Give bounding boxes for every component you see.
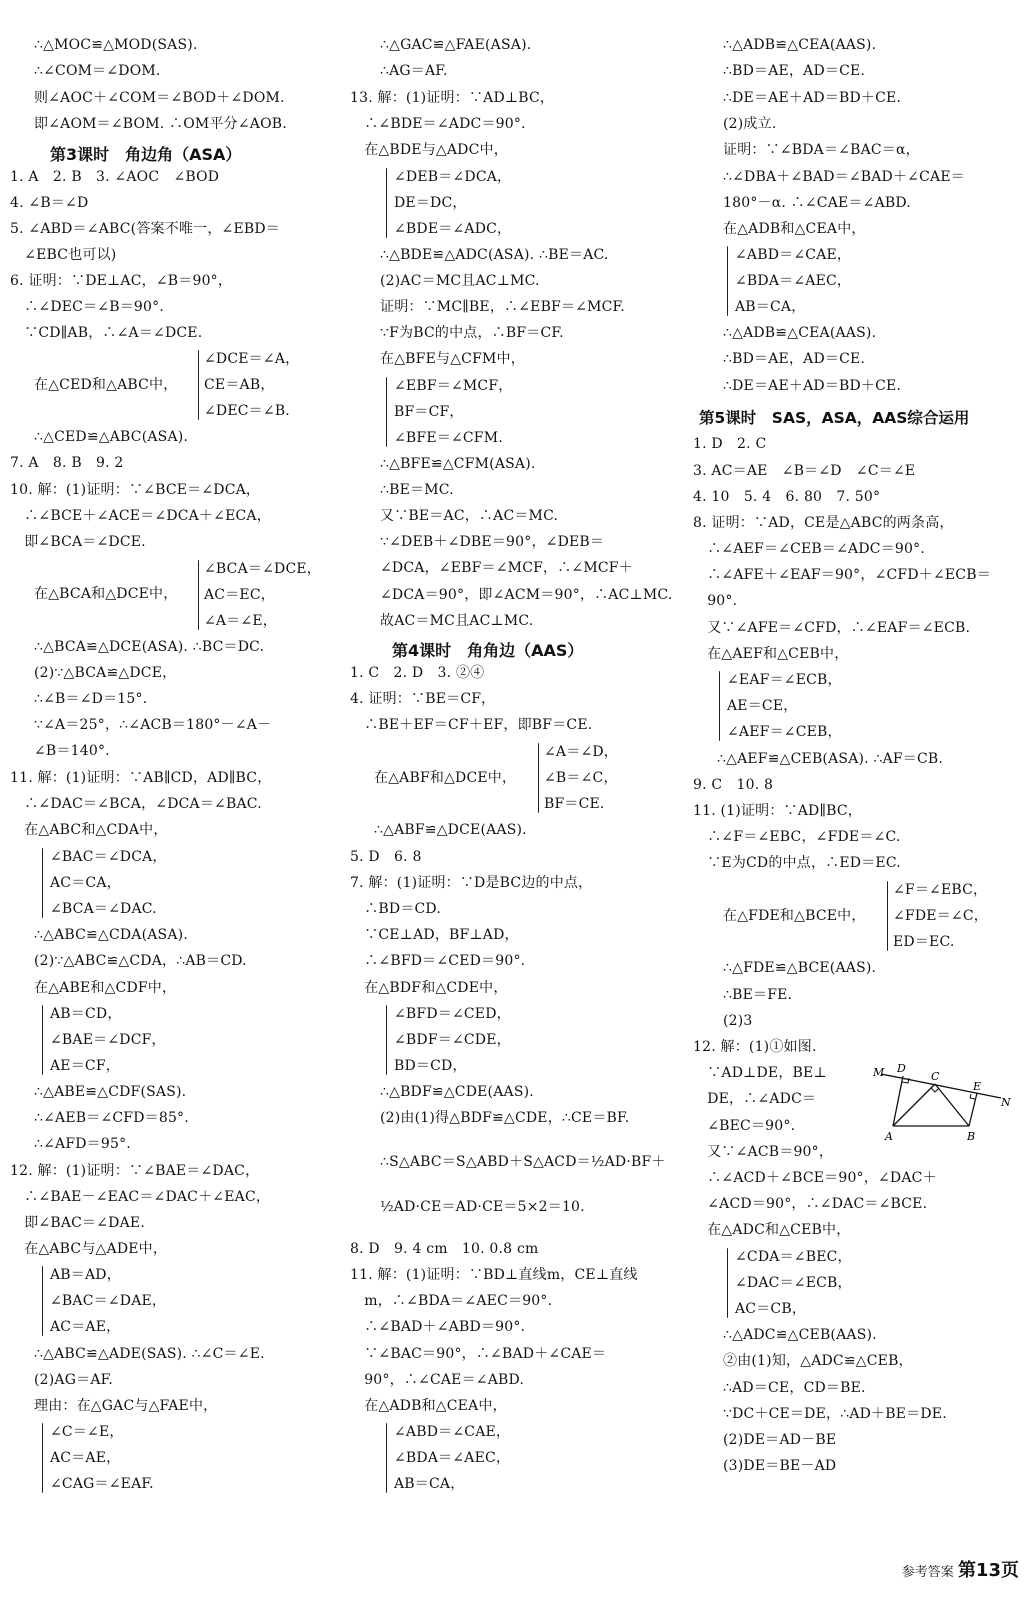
- system-item: ∠BDA＝∠AEC，: [735, 273, 852, 289]
- brace: [538, 743, 539, 813]
- text-line: ∴∠AFE＋∠EAF＝90°，∠CFD＋∠ECB＝: [693, 567, 991, 583]
- text-line: 12. 解：(1)证明：∵∠BAE＝∠DAC，: [10, 1163, 260, 1179]
- text-line: ②由(1)知，△ADC≌△CEB，: [723, 1353, 913, 1369]
- text-line: ∴∠AEB＝∠CFD＝85°.: [34, 1110, 189, 1126]
- text-line: ∴△ADC≌△CEB(AAS).: [723, 1327, 877, 1343]
- text-line: ∴∠DAC＝∠BCA，∠DCA＝∠BAC.: [10, 796, 262, 812]
- system-item: ∠CDA＝∠BEC，: [735, 1249, 852, 1265]
- text-line: 在△ABC与△ADE中，: [10, 1241, 168, 1257]
- system-item: ∠ABD＝∠CAE，: [735, 247, 852, 263]
- text-line: ∴∠F＝∠EBC，∠FDE＝∠C.: [693, 829, 901, 845]
- text-line: ∴△BDF≌△CDE(AAS).: [380, 1084, 534, 1100]
- text-line: ∴∠AEF＝∠CEB＝∠ADC＝90°.: [693, 541, 925, 557]
- system-item: ∠DEC＝∠B.: [204, 403, 290, 419]
- text-line: (2)由(1)得△BDF≌△CDE，∴CE＝BF.: [380, 1110, 630, 1126]
- system-item: ∠BFD＝∠CED，: [394, 1006, 511, 1022]
- system-item: ∠BAC＝∠DAE，: [50, 1293, 167, 1309]
- brace: [719, 671, 720, 741]
- text-line: 理由：在△GAC与△FAE中，: [34, 1398, 218, 1414]
- text-line: (2)成立.: [723, 116, 777, 132]
- system-item: AB＝AD，: [50, 1267, 121, 1283]
- text-line: 11. (1)证明：∵AD∥BC，: [693, 803, 863, 819]
- system-item: ∠BAE＝∠DCF，: [50, 1032, 166, 1048]
- text-line: ∴△ABF≌△DCE(AAS).: [374, 822, 527, 838]
- text-line: ∴△ADB≌△CEA(AAS).: [723, 37, 877, 53]
- text-line: ∴BE＋EF＝CF＋EF，即BF＝CE.: [350, 717, 593, 733]
- text-line: 11. 解：(1)证明：∵BD⊥直线m，CE⊥直线: [350, 1267, 638, 1283]
- brace: [386, 1005, 387, 1075]
- text-line: 8. D 9. 4 cm 10. 0.8 cm: [350, 1241, 539, 1257]
- system-item: ∠FDE＝∠C，: [893, 908, 988, 924]
- text-line: ∴△ABE≌△CDF(SAS).: [34, 1084, 187, 1100]
- text-line: ∴∠ACD＋∠BCE＝90°，∠DAC＋: [693, 1170, 937, 1186]
- section-title: 第3课时 角边角（ASA）: [50, 145, 242, 164]
- text-line: DE，∴∠ADC＝: [693, 1091, 817, 1107]
- text-line: 180°－α. ∴∠CAE＝∠ABD.: [723, 195, 911, 211]
- text-line: 90°，∴∠CAE＝∠ABD.: [350, 1372, 525, 1388]
- text-line: 8. 证明：∵AD，CE是△ABC的两条高，: [693, 515, 954, 531]
- footer-label: 参考答案: [901, 1565, 954, 1580]
- page-footer: [902, 1556, 1019, 1582]
- section-title: 第5课时 SAS，ASA，AAS综合运用: [699, 409, 970, 427]
- system-item: ∠BDA＝∠AEC，: [394, 1450, 511, 1466]
- text-line: ∴BE＝FE.: [723, 987, 793, 1003]
- text-line: 13. 解：(1)证明：∵AD⊥BC，: [350, 90, 555, 106]
- text-line: m，∴∠BDA＝∠AEC＝90°.: [350, 1293, 553, 1309]
- text-line: ∴BD＝CD.: [350, 901, 442, 917]
- text-line: ∵E为CD的中点，∴ED＝EC.: [693, 855, 901, 871]
- text-line: 3. AC＝AE ∠B＝∠D ∠C＝∠E: [693, 463, 916, 479]
- system-item: ∠A＝∠D，: [544, 744, 618, 760]
- text-line: ∵AD⊥DE，BE⊥: [693, 1065, 827, 1081]
- text-line: 90°.: [693, 593, 738, 609]
- system-item: BF＝CE.: [544, 796, 605, 812]
- text-line: ∴∠DEC＝∠B＝90°.: [10, 299, 164, 315]
- brace: [727, 1248, 728, 1318]
- text-line: ∵CE⊥AD，BF⊥AD，: [350, 927, 519, 943]
- brace: [42, 1423, 43, 1493]
- system-item: ∠AEF＝∠CEB，: [727, 724, 842, 740]
- right-angle-mark-c: [931, 1088, 939, 1092]
- system-item: AB＝CA，: [394, 1476, 465, 1492]
- text-line: ∠DCA＝90°，即∠ACM＝90°，∴AC⊥MC.: [380, 587, 673, 603]
- system-lead: 在△FDE和△BCE中，: [723, 908, 866, 924]
- system-item: ∠DEB＝∠DCA，: [394, 169, 512, 185]
- system-item: ED＝EC.: [893, 934, 955, 950]
- text-line: ∴AD＝CE，CD＝BE.: [723, 1380, 866, 1396]
- text-line: ∴∠B＝∠D＝15°.: [34, 691, 148, 707]
- text-line: ∵CD∥AB，∴∠A＝∠DCE.: [10, 325, 203, 341]
- system-item: AE＝CE，: [727, 698, 798, 714]
- text-line: 1. A 2. B 3. ∠AOC ∠BOD: [10, 169, 220, 185]
- system-item: BF＝CF，: [394, 404, 464, 420]
- text-line: ∴AG＝AF.: [380, 63, 448, 79]
- brace: [386, 168, 387, 238]
- system-item: ∠EBF＝∠MCF，: [394, 378, 513, 394]
- text-line: 证明：∵MC∥BE，∴∠EBF＝∠MCF.: [380, 299, 625, 315]
- text-line: 即∠AOM＝∠BOM. ∴OM平分∠AOB.: [34, 116, 287, 132]
- text-line: ∴△ADB≌△CEA(AAS).: [723, 325, 877, 341]
- text-line: ∴∠DBA＋∠BAD＝∠BAD＋∠CAE＝: [723, 169, 965, 185]
- text-line: ∴BD＝AE，AD＝CE.: [723, 351, 866, 367]
- text-line: ∠B＝140°.: [34, 743, 110, 759]
- text-line: ∴DE＝AE＋AD＝BD＋CE.: [723, 90, 902, 106]
- system-item: AC＝AE，: [50, 1319, 121, 1335]
- text-line: ∴△MOC≌△MOD(SAS).: [34, 37, 198, 53]
- text-line: (3)DE＝BE－AD: [723, 1458, 837, 1474]
- system-item: AB＝CD，: [50, 1006, 122, 1022]
- text-line: 1. C 2. D 3. ②④: [350, 665, 485, 681]
- label-n: N: [1001, 1096, 1011, 1109]
- text-line: 则∠AOC＋∠COM＝∠BOD＋∠DOM.: [34, 90, 285, 106]
- label-a: A: [885, 1130, 893, 1142]
- text-line: 故AC＝MC且AC⊥MC.: [380, 613, 534, 629]
- text-line: ½AD·CE＝AD·CE＝5×2＝10.: [380, 1199, 585, 1215]
- text-line: ∴△CED≌△ABC(ASA).: [34, 429, 189, 445]
- system-item: ∠A＝∠E，: [204, 613, 277, 629]
- geometry-figure: [873, 1060, 1011, 1142]
- system-item: ∠BDE＝∠ADC，: [394, 221, 512, 237]
- text-line: ∴∠BAD＋∠ABD＝90°.: [350, 1319, 526, 1335]
- text-line: ∴∠BDE＝∠ADC＝90°.: [350, 116, 526, 132]
- text-line: ∵∠BAC＝90°，∴∠BAD＋∠CAE＝: [350, 1346, 607, 1362]
- brace: [727, 246, 728, 316]
- text-line: 9. C 10. 8: [693, 777, 774, 793]
- text-line: 在△ABE和△CDF中，: [34, 980, 177, 996]
- system-item: ∠BDF＝∠CDE，: [394, 1032, 511, 1048]
- system-item: ∠BFE＝∠CFM.: [394, 430, 503, 446]
- text-line: ∴BE＝MC.: [380, 482, 454, 498]
- text-line: (2)∵△BCA≌△DCE，: [34, 665, 177, 681]
- text-line: 4. 证明：∵BE＝CF，: [350, 691, 496, 707]
- text-line: ∴∠COM＝∠DOM.: [34, 63, 161, 79]
- text-line: 4. 10 5. 4 6. 80 7. 50°: [693, 489, 881, 505]
- brace: [42, 1005, 43, 1075]
- text-line: ∵∠DEB＋∠DBE＝90°，∠DEB＝: [380, 534, 605, 550]
- system-item: ∠DAC＝∠ECB，: [735, 1275, 852, 1291]
- system-item: AC＝EC，: [204, 587, 275, 603]
- brace: [386, 377, 387, 447]
- system-item: DE＝DC，: [394, 195, 467, 211]
- label-m: M: [873, 1066, 885, 1079]
- system-item: ∠DCE＝∠A，: [204, 351, 300, 367]
- system-item: AE＝CF，: [50, 1058, 120, 1074]
- text-line: ∴△BDE≌△ADC(ASA). ∴BE＝AC.: [380, 247, 609, 263]
- text-line: 5. D 6. 8: [350, 849, 422, 865]
- text-line: 1. D 2. C: [693, 436, 767, 452]
- text-line: ∠DCA，∠EBF＝∠MCF，∴∠MCF＋: [380, 560, 633, 576]
- label-e: E: [973, 1080, 982, 1093]
- system-lead: 在△CED和△ABC中，: [34, 377, 178, 393]
- system-item: ∠B＝∠C，: [544, 770, 618, 786]
- text-line: ∵∠A＝25°，∴∠ACB＝180°－∠A－: [34, 717, 272, 733]
- text-line: (2)∵△ABC≌△CDA，∴AB＝CD.: [34, 953, 247, 969]
- text-line: 证明：∵∠BDA＝∠BAC＝α，: [723, 142, 920, 158]
- system-item: ∠F＝∠EBC，: [893, 882, 988, 898]
- text-line: 在△BDF和△CDE中，: [350, 980, 508, 996]
- text-line: 又∵∠AFE＝∠CFD，∴∠EAF＝∠ECB.: [693, 620, 971, 636]
- label-d: D: [897, 1062, 906, 1075]
- text-line: ∠ACD＝90°，∴∠DAC＝∠BCE.: [693, 1196, 928, 1212]
- system-item: ∠CAG＝∠EAF.: [50, 1476, 154, 1492]
- text-line: 7. A 8. B 9. 2: [10, 455, 124, 471]
- text-line: ∴△BCA≌△DCE(ASA). ∴BC＝DC.: [34, 639, 265, 655]
- text-line: 6. 证明：∵DE⊥AC，∠B＝90°，: [10, 273, 233, 289]
- segment-ad: [893, 1076, 903, 1126]
- text-line: 10. 解：(1)证明：∵∠BCE＝∠DCA，: [10, 482, 261, 498]
- right-angle-mark-e: [970, 1094, 975, 1099]
- text-line: ∴△ABC≌△CDA(ASA).: [34, 927, 188, 943]
- segment-ac: [893, 1084, 935, 1126]
- section-title: 第4课时 角角边（AAS）: [392, 641, 584, 660]
- text-line: ∴BD＝AE，AD＝CE.: [723, 63, 866, 79]
- text-line: 在△AEF和△CEB中，: [693, 646, 849, 662]
- text-line: 在△ADB和△CEA中，: [723, 221, 866, 237]
- system-item: ∠BCA＝∠DAC.: [50, 901, 157, 917]
- text-line: ∴∠AFD＝95°.: [34, 1136, 131, 1152]
- text-line: ∴△FDE≌△BCE(AAS).: [723, 960, 877, 976]
- system-item: AB＝CA，: [735, 299, 806, 315]
- text-line: ∵DC＋CE＝DE，∴AD＋BE＝DE.: [723, 1406, 947, 1422]
- brace: [198, 560, 199, 630]
- system-item: ∠EAF＝∠ECB，: [727, 672, 842, 688]
- system-item: ∠ABD＝∠CAE，: [394, 1424, 511, 1440]
- system-item: ∠C＝∠E，: [50, 1424, 124, 1440]
- text-line: 7. 解：(1)证明：∵D是BC边的中点，: [350, 875, 593, 891]
- text-line: 4. ∠B＝∠D: [10, 195, 89, 211]
- text-line: ∠BEC＝90°.: [693, 1118, 796, 1134]
- text-line: ∴∠BAE－∠EAC＝∠DAC＋∠EAC，: [10, 1189, 271, 1205]
- text-line: 在△BFE与△CFM中，: [380, 351, 525, 367]
- system-item: ∠BCA＝∠DCE，: [204, 561, 321, 577]
- text-line: ∴△GAC≌△FAE(ASA).: [380, 37, 532, 53]
- text-line: 又∵∠ACB＝90°，: [693, 1144, 834, 1160]
- system-item: CE＝AB，: [204, 377, 275, 393]
- text-line: ∴∠BCE＋∠ACE＝∠DCA＋∠ECA，: [10, 508, 271, 524]
- brace: [42, 1266, 43, 1336]
- brace: [887, 881, 888, 951]
- page-number: 第13页: [957, 1560, 1019, 1581]
- text-line: 即∠BAC＝∠DAE.: [10, 1215, 145, 1231]
- brace: [198, 350, 199, 420]
- text-line: 5. ∠ABD＝∠ABC(答案不唯一，∠EBD＝: [10, 221, 280, 237]
- text-line: ∴△ABC≌△ADE(SAS). ∴∠C＝∠E.: [34, 1346, 265, 1362]
- text-line: ∴S△ABC＝S△ABD＋S△ACD＝½AD·BF＋: [380, 1154, 666, 1170]
- system-lead: 在△ABF和△DCE中，: [374, 770, 517, 786]
- system-item: ∠BAC＝∠DCA，: [50, 849, 167, 865]
- label-b: B: [967, 1130, 976, 1142]
- system-item: AC＝AE，: [50, 1450, 121, 1466]
- text-line: (2)AG＝AF.: [34, 1372, 114, 1388]
- brace: [386, 1423, 387, 1493]
- text-line: ∴△BFE≌△CFM(ASA).: [380, 456, 536, 472]
- text-line: (2)AC＝MC且AC⊥MC.: [380, 273, 540, 289]
- text-line: ∴∠BFD＝∠CED＝90°.: [350, 953, 526, 969]
- text-line: (2)DE＝AD－BE: [723, 1432, 837, 1448]
- system-item: AC＝CA，: [50, 875, 121, 891]
- text-line: 在△ADB和△CEA中，: [350, 1398, 507, 1414]
- system-item: AC＝CB，: [735, 1301, 807, 1317]
- text-line: ∵F为BC的中点，∴BF＝CF.: [380, 325, 564, 341]
- label-c: C: [931, 1070, 940, 1083]
- brace: [42, 848, 43, 918]
- system-item: BD＝CD，: [394, 1058, 467, 1074]
- text-line: 12. 解：(1)①如图.: [693, 1039, 817, 1055]
- text-line: (2)3: [723, 1013, 753, 1029]
- text-line: 又∵BE＝AC，∴AC＝MC.: [380, 508, 559, 524]
- text-line: ∠EBC也可以): [10, 247, 117, 263]
- text-line: 即∠BCA＝∠DCE.: [10, 534, 146, 550]
- text-line: 在△ADC和△CEB中，: [693, 1222, 851, 1238]
- system-lead: 在△BCA和△DCE中，: [34, 586, 178, 602]
- text-line: 11. 解：(1)证明：∵AB∥CD，AD∥BC，: [10, 770, 272, 786]
- text-line: ∴△AEF≌△CEB(ASA). ∴AF＝CB.: [717, 751, 944, 767]
- text-line: 在△BDE与△ADC中，: [350, 142, 508, 158]
- text-line: ∴DE＝AE＋AD＝BD＋CE.: [723, 378, 902, 394]
- text-line: 在△ABC和△CDA中，: [10, 822, 168, 838]
